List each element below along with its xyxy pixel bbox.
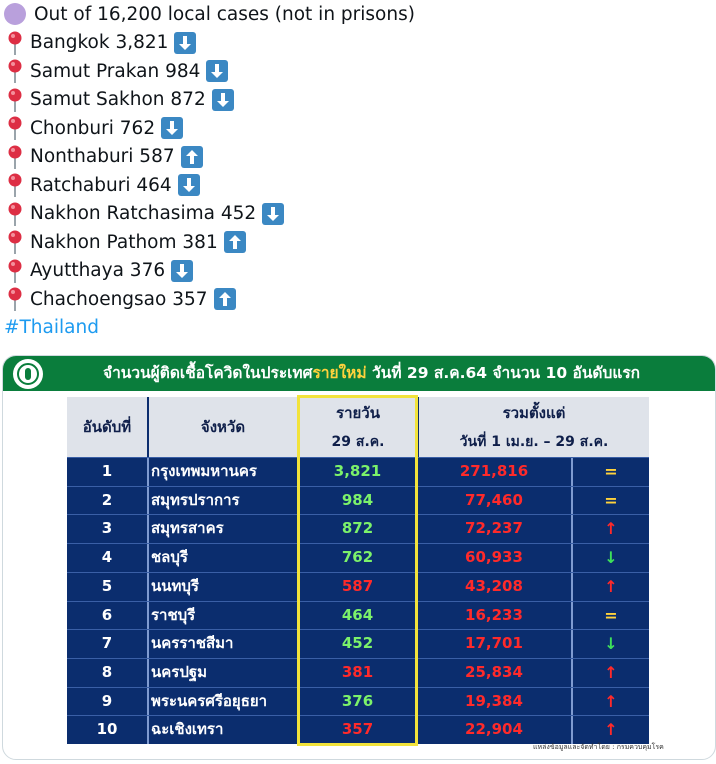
- trend-up-arrow-icon: ↑: [604, 720, 618, 740]
- table-row: [67, 601, 649, 629]
- total-cell: 19,384: [465, 691, 523, 710]
- total-cell: 77,460: [465, 490, 523, 509]
- province-cell: พระนครศรีอยุธยา: [151, 691, 268, 710]
- province-cell: นครราชสีมา: [151, 634, 234, 653]
- round-pushpin-icon: [4, 286, 26, 312]
- source-credit: แหล่งข้อมูลและจัดทำโดย : กรมควบคุมโรค: [533, 743, 664, 751]
- tweet-item-text: Chachoengsao 357: [30, 288, 208, 310]
- down-arrow-icon: [212, 89, 234, 111]
- tweet-item: [4, 200, 704, 229]
- tweet-item: [4, 57, 704, 86]
- rank-cell: 1: [101, 462, 113, 480]
- rank-cell: 5: [101, 576, 113, 595]
- tweet-item-text: Nonthaburi 587: [30, 146, 175, 168]
- daily-cell: 762: [341, 548, 374, 567]
- province-cell: ชลบุรี: [151, 548, 188, 567]
- up-arrow-icon: [224, 231, 246, 253]
- tweet-item-text: Samut Sakhon 872: [30, 89, 206, 111]
- ministry-seal-icon: [13, 359, 43, 389]
- table-row: [67, 457, 649, 485]
- intro-line: [4, 0, 704, 29]
- hashtag-link[interactable]: #Thailand: [4, 317, 99, 339]
- daily-cell: 872: [341, 519, 374, 538]
- tweet-item: [4, 285, 704, 314]
- down-arrow-icon: [206, 60, 228, 82]
- total-cell: 60,933: [465, 548, 523, 567]
- up-arrow-icon: [181, 146, 203, 168]
- round-pushpin-icon: [4, 201, 26, 227]
- down-arrow-icon: [161, 117, 183, 139]
- intro-text: Out of 16,200 local cases (not in prisons): [34, 3, 415, 25]
- hashtag-line: [4, 314, 704, 343]
- province-cell: นนทบุรี: [151, 576, 199, 595]
- total-cell: 271,816: [459, 462, 529, 480]
- tweet-item: [4, 228, 704, 257]
- daily-cell: 357: [341, 720, 374, 739]
- down-arrow-icon: [178, 174, 200, 196]
- tweet-item: [4, 86, 704, 115]
- daily-cell: 587: [341, 576, 374, 595]
- round-pushpin-icon: [4, 144, 26, 170]
- rank-cell: 6: [101, 605, 113, 624]
- ranking-table: [67, 397, 649, 744]
- equal-icon: =: [604, 605, 618, 625]
- down-arrow-icon: [174, 32, 196, 54]
- tweet-item: [4, 114, 704, 143]
- up-arrow-icon: [214, 288, 236, 310]
- tweet-item: [4, 171, 704, 200]
- tweet-item-text: Nakhon Ratchasima 452: [30, 203, 257, 225]
- total-cell: 16,233: [465, 605, 523, 624]
- rank-cell: 7: [101, 634, 113, 653]
- rank-cell: 3: [101, 519, 113, 538]
- tweet-item-text: Nakhon Pathom 381: [30, 231, 218, 253]
- tweet-item-text: Ayutthaya 376: [30, 260, 166, 282]
- purple-circle-icon: [4, 3, 26, 25]
- daily-cell: 452: [341, 634, 374, 653]
- table-row: [67, 629, 649, 657]
- infographic-banner: [3, 356, 716, 391]
- table-header: [67, 397, 649, 457]
- province-cell: สมุทรสาคร: [151, 519, 224, 538]
- tweet-item: [4, 257, 704, 286]
- province-cell: สมุทรปราการ: [151, 490, 240, 509]
- tweet-text: [4, 0, 704, 342]
- table-row: [67, 658, 649, 686]
- daily-cell: 3,821: [333, 462, 382, 480]
- province-cell: นครปฐม: [151, 662, 208, 681]
- header-rank: อันดับที่: [67, 397, 149, 457]
- round-pushpin-icon: [4, 115, 26, 141]
- round-pushpin-icon: [4, 87, 26, 113]
- total-cell: 43,208: [465, 576, 523, 595]
- equal-icon: =: [604, 490, 618, 510]
- rank-cell: 8: [101, 662, 113, 681]
- rank-cell: 4: [101, 548, 113, 567]
- down-arrow-icon: [262, 203, 284, 225]
- table-row: [67, 514, 649, 542]
- round-pushpin-icon: [4, 58, 26, 84]
- province-cell: กรุงเทพมหานคร: [151, 462, 257, 480]
- table-row: [67, 572, 649, 600]
- round-pushpin-icon: [4, 172, 26, 198]
- trend-up-arrow-icon: ↑: [604, 519, 618, 539]
- round-pushpin-icon: [4, 30, 26, 56]
- header-total: รวมตั้งแต่ วันที่ 1 เม.ย. – 29 ส.ค.: [459, 404, 609, 450]
- tweet-item: [4, 29, 704, 58]
- table-row: [67, 687, 649, 715]
- infographic-title: จำนวนผู้ติดเชื้อโควิดในประเทศรายใหม่ วันที่ 29 ส.ค.64 จำนวน 10 อันดับแรก: [103, 364, 641, 382]
- header-daily: รายวัน 29 ส.ค.: [299, 397, 419, 457]
- province-cell: ฉะเชิงเทรา: [151, 720, 224, 739]
- round-pushpin-icon: [4, 258, 26, 284]
- province-cell: ราชบุรี: [151, 605, 196, 624]
- rank-cell: 2: [101, 490, 113, 509]
- infographic-image[interactable]: [2, 355, 716, 760]
- daily-cell: 381: [341, 662, 374, 681]
- down-arrow-icon: [171, 260, 193, 282]
- tweet-item-text: Bangkok 3,821: [30, 32, 169, 54]
- rank-cell: 9: [101, 691, 113, 710]
- header-province: จังหวัด: [149, 397, 299, 457]
- tweet-item-text: Ratchaburi 464: [30, 174, 172, 196]
- round-pushpin-icon: [4, 229, 26, 255]
- tweet-item: [4, 143, 704, 172]
- tweet-item-text: Chonburi 762: [30, 117, 156, 139]
- tweet-item-text: Samut Prakan 984: [30, 60, 201, 82]
- total-cell: 25,834: [465, 662, 523, 681]
- trend-down-arrow-icon: ↓: [604, 548, 618, 568]
- trend-down-arrow-icon: ↓: [604, 634, 618, 654]
- total-cell: 72,237: [465, 519, 523, 538]
- equal-icon: =: [604, 462, 618, 481]
- trend-up-arrow-icon: ↑: [604, 691, 618, 711]
- total-cell: 22,904: [465, 720, 523, 739]
- total-cell: 17,701: [465, 634, 523, 653]
- table-row: [67, 486, 649, 514]
- trend-up-arrow-icon: ↑: [604, 576, 618, 596]
- daily-cell: 984: [341, 490, 374, 509]
- table-row: [67, 543, 649, 571]
- rank-cell: 10: [96, 720, 118, 739]
- daily-cell: 376: [341, 691, 374, 710]
- table-row: [67, 715, 649, 743]
- trend-up-arrow-icon: ↑: [604, 662, 618, 682]
- daily-cell: 464: [341, 605, 374, 624]
